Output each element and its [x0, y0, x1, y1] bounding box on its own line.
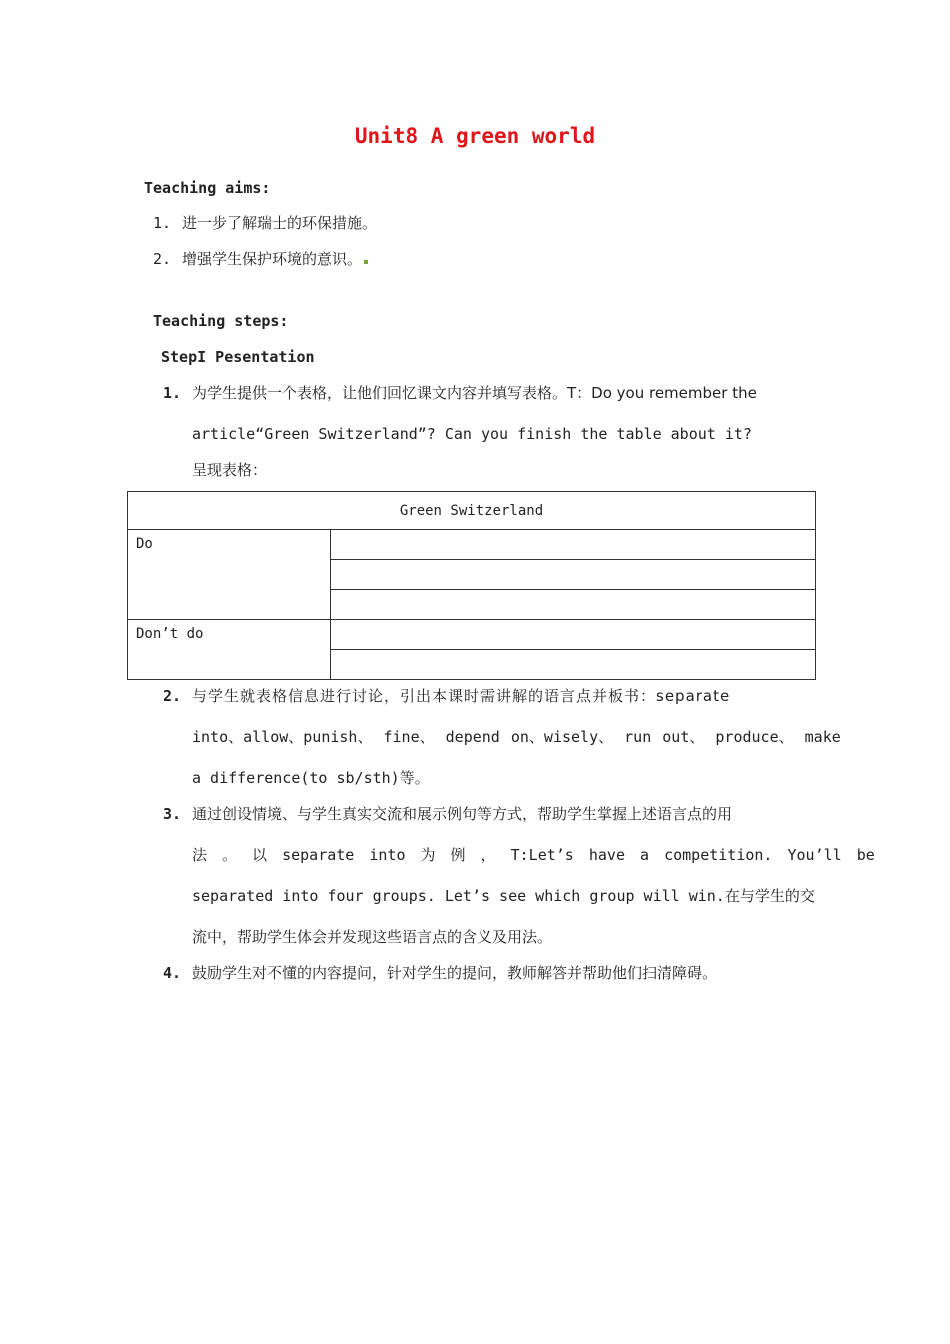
do-label: Do: [128, 530, 331, 620]
item-1-line-2: article“Green Switzerland”? Can you finish the table about it?: [192, 425, 752, 443]
item-number-1: 1.: [163, 384, 182, 402]
aim-text-1: 进一步了解瑞士的环保措施。: [182, 214, 378, 232]
dont-do-cell-1[interactable]: [331, 620, 816, 650]
aim-text-2-content: 增强学生保护环境的意识。: [182, 250, 363, 268]
item-1-line-1: 为学生提供一个表格，让他们回忆课文内容并填写表格。T：Do you remember the: [192, 384, 757, 402]
item-3-line-2: 法 。 以 separate into 为 例 ， T:Let’s have a competition. You’ll be: [192, 846, 875, 864]
item-3-line-4: 流中，帮助学生体会并发现这些语言点的含义及用法。: [192, 928, 553, 946]
table-header: Green Switzerland: [128, 492, 816, 530]
mark-dot: [364, 260, 368, 264]
aim-text-2: [182, 249, 368, 269]
dont-do-cell-2[interactable]: [331, 650, 816, 680]
do-cell-3[interactable]: [331, 590, 816, 620]
item-2-line-2: into、allow、punish、 fine、 depend on、wisely、 run out、 produce、 make: [192, 728, 841, 746]
step1-heading: StepI Pesentation: [161, 348, 315, 366]
item-number-4: 4.: [163, 964, 182, 982]
do-cell-1[interactable]: [331, 530, 816, 560]
steps-heading: Teaching steps:: [153, 312, 289, 330]
do-cell-2[interactable]: [331, 560, 816, 590]
item-1-line-3: 呈现表格：: [192, 461, 268, 479]
aims-heading: Teaching aims:: [144, 179, 271, 197]
item-number-3: 3.: [163, 805, 182, 823]
item-2-line-3: a difference(to sb/sth)等。: [192, 769, 430, 787]
item-number-2: 2.: [163, 687, 182, 705]
item-3-line-3: separated into four groups. Let’s see which group will win.在与学生的交: [192, 887, 815, 905]
aim-number-1: 1.: [153, 214, 172, 232]
green-switzerland-table: [127, 491, 816, 680]
dont-do-label: Don’t do: [128, 620, 331, 680]
item-4-line-1: 鼓励学生对不懂的内容提问，针对学生的提问，教师解答并帮助他们扫清障碍。: [192, 964, 718, 982]
item-2-line-1: 与学生就表格信息进行讨论，引出本课时需讲解的语言点并板书：separate: [192, 687, 731, 705]
item-3-line-1: 通过创设情境、与学生真实交流和展示例句等方式，帮助学生掌握上述语言点的用: [192, 805, 733, 823]
document-title: Unit8 A green world: [354, 124, 596, 148]
aim-number-2: 2.: [153, 250, 172, 268]
